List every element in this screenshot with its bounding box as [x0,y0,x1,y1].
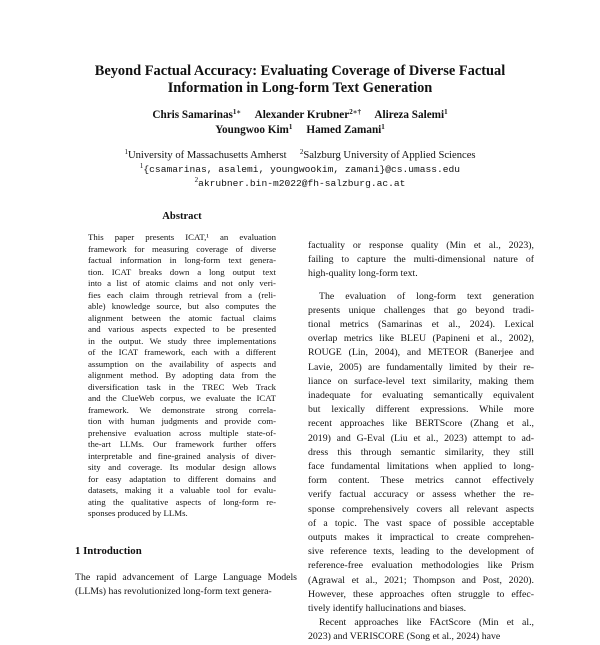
text-line: (Agrawal et al., 2021; Thompson and Post, 2020). [308,574,534,586]
text-line: of a topic. The vast space of possible acceptable [308,517,534,529]
section-heading: 1 Introduction [75,545,142,557]
affiliation-name: Salzburg University of Applied Sciences [303,150,476,161]
text-line: The evaluation of long-form text generation [319,290,534,302]
paragraph [308,616,534,644]
author-marker: 1 [444,108,448,116]
text-line: liance on surface-level text similarity, making them [308,375,534,387]
text-line: sity and coverage. Its modular design allows [88,462,276,472]
title-line-1: Beyond Factual Accuracy: Evaluating Coverage of Diverse Factual [94,63,506,79]
text-line: high-quality long-form text. [308,268,418,280]
text-line: The rapid advancement of Large Language Models [75,572,297,583]
author-line-1 [40,108,560,123]
text-line: outputs makes it impractical to create comprehen- [308,532,534,544]
author-name: Chris Samarinas [152,109,233,121]
text-line: but lexically different expressions. While more [308,404,534,416]
text-line: framework. We demonstrate strong correla- [88,404,276,415]
affiliation-name: University of Massachusetts Amherst [127,150,287,161]
email-line [40,163,560,177]
text-line: datasets, making it a valuable tool for evalu- [88,485,276,495]
text-line: ating the qualitative aspects of long-form re- [88,496,276,507]
text-line: ROUGE (Lin, 2004), and METEOR (Banerjee and [308,347,534,359]
author-line-2 [40,123,560,138]
affiliations [40,149,560,191]
abstract-section [88,210,276,520]
author-name: Hamed Zamani [306,123,382,136]
text-line: reference-free evaluation methodologies like Prism [308,560,534,572]
text-line: prehensive evaluation across multiple state-of- [88,427,276,438]
text-line: recent approaches like BERTScore (Zhang et al., [308,418,534,430]
text-line: the-art LLMs. Our framework further offers [88,439,276,449]
affiliation-marker: 1 [124,148,128,156]
text-line: factual information in long-form text genera- [88,255,276,265]
text-line: sive reference texts, leading to the development of [308,546,534,558]
text-line: failing to capture the multi-dimensional nature of [308,254,534,266]
text-line: in the output. We study three implementations [88,335,276,346]
author-marker: 2∗† [349,108,362,116]
text-line: tional metrics (Samarinas et al., 2024). Lexical [308,319,534,331]
text-line: factuality or response quality (Min et al., 2023), [308,240,534,251]
author-name: Alexander Krubner [254,109,350,121]
text-line: Recent approaches like FActScore (Min et al., [319,617,534,629]
text-line: diversification task in the TREC Web Track [88,381,276,392]
text-line: 2023) and VERISCORE (Song et al., 2024) have [308,631,501,643]
email-address: akrubner.bin-m2022@fh-salzburg.ac.at [198,178,406,189]
text-line: into a list of atomic claims and not only veri- [88,278,276,288]
text-line: However, these approaches often struggle to effec- [308,588,534,600]
title-line-2: Information in Long-form Text Generation [167,80,433,96]
text-line: and various aspects expected to be presented [88,324,276,334]
text-line: 2019) and G-Eval (Liu et al., 2023) attempt to ad- [308,432,534,444]
author-name: Youngwoo Kim [215,123,289,136]
text-line: framework for measuring coverage of diverse [88,243,276,254]
affiliation-line [40,149,560,163]
email-marker: 2 [194,176,199,184]
paper-title [40,63,560,97]
text-line: This paper presents ICAT,¹ an evaluation [88,232,276,242]
email-address: {csamarinas, asalemi, youngwookim, zamani}@cs.umass.edu [143,164,461,175]
author-list [40,108,560,137]
text-line: face fundamental limitations when applied to long- [308,461,534,473]
paragraph [308,290,534,617]
text-line: of the ICAT framework, each with a different [88,347,276,357]
text-line: alignment between the atomic factual claims [88,312,276,323]
author-name: Alireza Salemi [374,109,445,121]
text-line: verify factual accuracy or assess whether the re- [308,489,534,501]
text-line: and the ClueWeb corpus, we evaluate the ICAT [88,393,276,403]
author-marker: 1 [381,122,385,131]
text-line: for easy adaptation to different domains and [88,473,276,484]
paragraph-gap [308,282,534,290]
text-line: dress this through semantic similarity, they still [308,446,534,458]
text-line: fies each claim through retrieval from a (reli- [88,289,276,300]
email-marker: 1 [139,162,144,170]
affiliation-marker: 2 [299,148,304,156]
text-line: inadequate for evaluating semantically equivalent [308,390,534,402]
text-line: presents unique challenges that go beyond tradi- [308,304,534,316]
text-line: Lavie, 2005) are fundamentally limited by their re- [308,361,534,373]
text-line: able) knowledge source, but also computes the [88,301,276,311]
text-line: assumption on the availability of aspects and [88,358,276,369]
right-column [308,239,534,645]
author-marker: 1∗ [232,108,242,116]
text-line: form content. These metrics cannot effectively [308,475,534,487]
abstract-heading: Abstract [162,211,202,222]
abstract-body [88,232,276,520]
text-line: sponses produced by LLMs. [88,508,188,518]
text-line: tion with human judgments and provide com- [88,416,276,426]
text-line: sponse comprehensively covers all relevant aspects [308,503,534,515]
text-line: alignment method. By adopting data from the [88,370,276,380]
section-body [75,571,297,599]
email-line [40,177,560,191]
text-line: tion. ICAT breaks down a long output text [88,266,276,277]
paragraph [308,239,534,282]
author-marker: 1 [288,122,293,131]
text-line: overlap metrics like BLEU (Papineni et al., 2002), [308,333,534,345]
text-line: interpretable and fine-grained analysis of diver- [88,450,276,461]
text-line: (LLMs) has revolutionized long-form text genera- [75,586,272,598]
text-line: tively identify hallucinations and biases. [308,603,467,615]
